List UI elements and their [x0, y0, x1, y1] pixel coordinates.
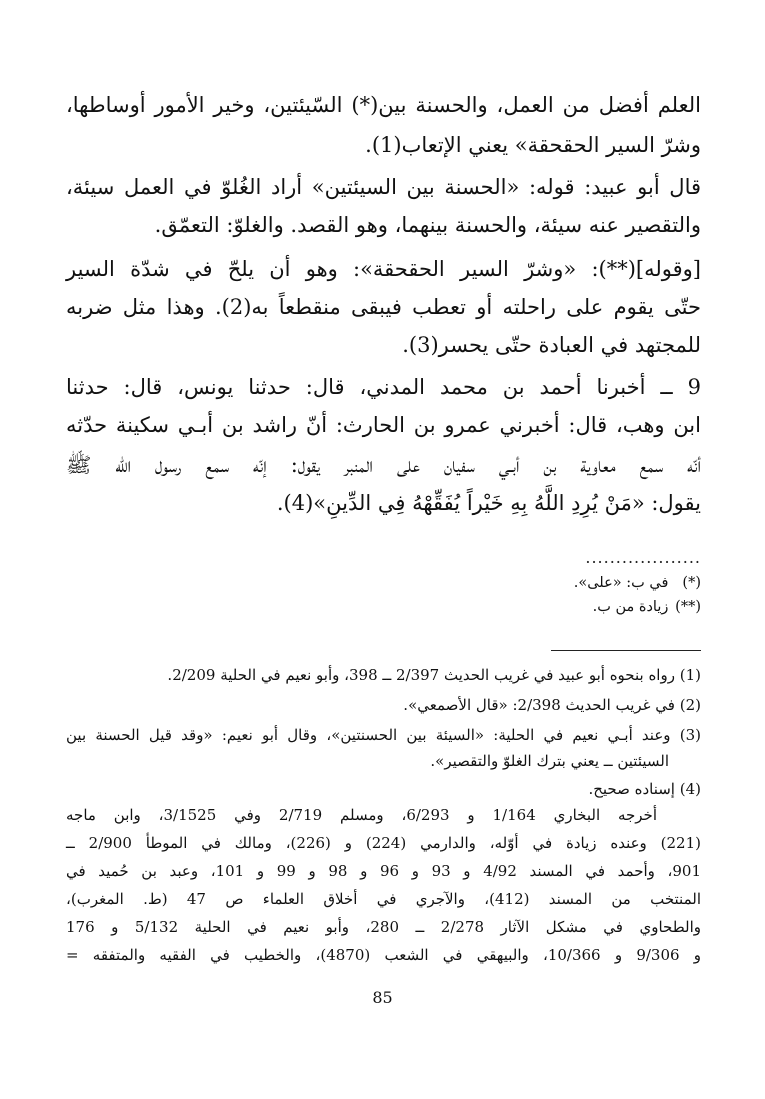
margin-note-text: زيادة من ب.	[592, 599, 669, 615]
body-line: قال أبو عبيد: قوله: «الحسنة بين السيئتين» أراد الغُلوّ في العمل سيئة،	[66, 175, 701, 199]
hadith-line: ابن وهب، قال: أخبرني عمرو بن الحارث: أنّ راشد بن أبـي سكينة حدّثه	[66, 413, 701, 437]
margin-note	[66, 572, 701, 594]
body-line: للمجتهد في العبادة حتّى يحسر(3).	[402, 333, 701, 357]
footnote: (1) رواه بنحوه أبو عبيد في غريب الحديث 2/397 ــ 398، وأبو نعيم في الحلية 2/209.	[167, 666, 701, 684]
separator-dots: ...................	[585, 548, 701, 567]
footnote-continuation: (221) وعنده زيادة في أوّله، والدارمي (224) و (226)، ومالك في الموطأ 2/900 ــ	[66, 834, 702, 852]
hadith-line: 9 ــ أخبرنا أحمد بن محمد المدني، قال: حدثنا يونس، قال: حدثنا	[66, 375, 701, 399]
footnote: (2) في غريب الحديث 2/398: «قال الأصمعي».	[403, 696, 701, 714]
hadith-line: أنّه سمع معاوية بن أبـي سفيان على المنبر يقول: إنّه سمع رسول الله ﷺ	[66, 453, 701, 477]
footnote-continuation: 901، وأحمد في المسند 4/92 و 93 و 96 و 98 و 99 و 101، وعبد بن حُميد في	[66, 862, 701, 880]
body-line: وشرّ السير الحقحقة» يعني الإتعاب(1).	[365, 133, 701, 157]
body-line: حتّى يقوم على راحلته أو تعطب فيبقى منقطعاً به(2). وهذا مثل ضربه	[66, 295, 701, 319]
hadith-line: يقول: «مَنْ يُرِدِ اللَّهُ بِهِ خَيْراً يُفَقِّهْهُ فِي الدِّينِ»(4).	[276, 491, 701, 515]
margin-note	[66, 596, 701, 618]
body-line: [وقوله](**): «وشرّ السير الحقحقة»: وهو أن يلحّ في شدّة السير	[66, 257, 701, 281]
footnote: (4) إسناده صحيح.	[588, 780, 701, 798]
body-line: والتقصير عنه سيئة، والحسنة بينهما، وهو القصد. والغلوّ: التعمّق.	[154, 213, 701, 237]
footnote-continuation: المنتخب من المسند (412)، والآجري في أخلاق العلماء ص 47 (ط. المغرب)،	[66, 890, 701, 908]
page-number: 85	[372, 988, 393, 1007]
body-line: العلم أفضل من العمل، والحسنة بين(*) السّيئتين، وخير الأمور أوساطها،	[66, 93, 701, 117]
footnote-continuation: و 9/306 و 10/366، والبيهقي في الشعب (4870)، والخطيب في الفقيه والمتفقه =	[66, 946, 702, 964]
margin-note-mark: (*)	[682, 575, 701, 591]
footnote-separator	[551, 650, 701, 651]
footnote-continuation: السيئتين ــ يعني بترك الغلوّ والتقصير».	[430, 752, 669, 770]
margin-note-mark: (**)	[675, 599, 701, 615]
margin-note-text: في ب: «على».	[573, 575, 669, 591]
footnote: (3) وعند أبـي نعيم في الحلية: «السيئة بين الحسنتين»، وقال أبو نعيم: «وقد قيل الحسنة بين	[66, 726, 701, 744]
footnote-continuation: والطحاوي في مشكل الآثار 2/278 ــ 280، وأبو نعيم في الحلية 5/132 و 176	[66, 918, 701, 936]
footnote-continuation: أخرجه البخاري 1/164 و 6/293، ومسلم 2/719 وفي 3/1525، وابن ماجه	[66, 806, 657, 824]
